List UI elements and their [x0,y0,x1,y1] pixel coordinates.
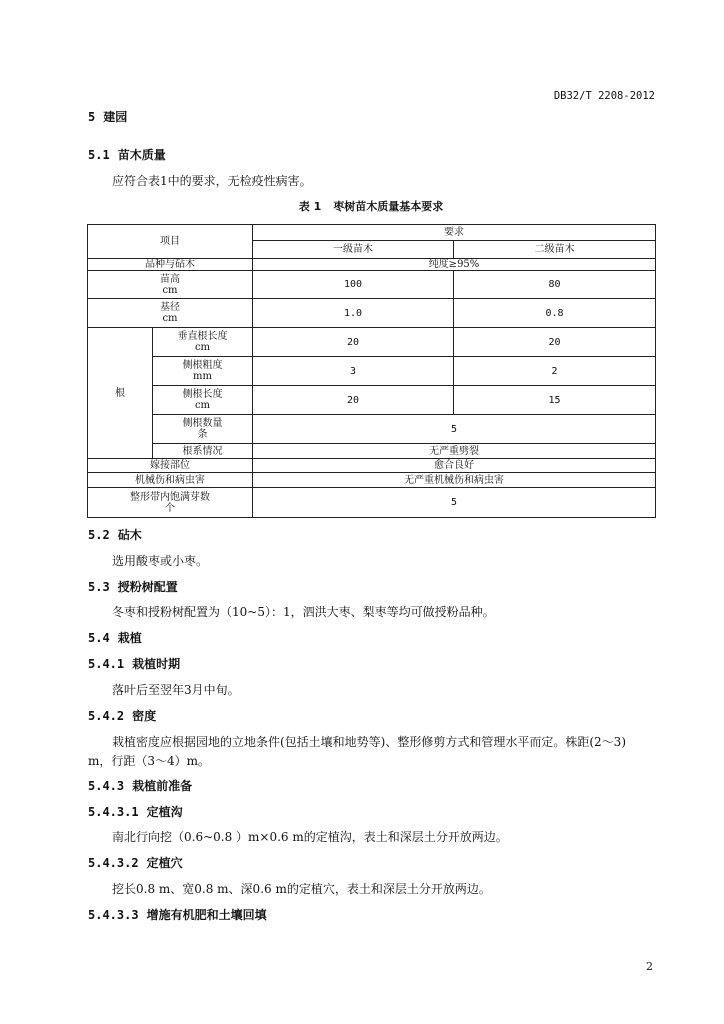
row-label: 垂直根长度 [177,331,228,342]
row-value: 纯度≥95% [253,259,656,271]
section-title: 砧木 [117,528,142,542]
header-requirement-cell: 要求 [253,225,656,241]
table-caption-title: 枣树苗木质量基本要求 [333,200,444,213]
section-text-5-4-2-line2: m，行距（3～4）m。 [88,754,211,768]
section-heading-5-4-3-1 [88,804,183,820]
row-label-cell [88,488,253,518]
section-heading-5-4 [88,630,142,646]
section-title: 密度 [132,709,157,723]
table-row [88,328,656,357]
grade2-value: 0.8 [454,299,656,328]
row-label: 整形带内饱满芽数 [130,491,210,503]
table-row [88,386,656,415]
header-grade1-cell: 一级苗木 [253,241,454,259]
grade1-value: 3 [253,357,454,386]
section-text-5-1: 应符合表1中的要求，无检疫性病害。 [112,174,312,188]
grade1-value: 20 [253,386,454,415]
table-row [88,299,656,328]
table-row [88,357,656,386]
section-number: 5.4.3.3 [88,908,139,922]
section-number: 5.4.2 [88,709,125,723]
row-value: 5 [253,415,656,444]
section-heading-5-4-2 [88,708,156,724]
section-number: 5.4.1 [88,657,125,671]
row-label-cell [153,357,253,386]
row-unit: cm [162,313,178,324]
table-row [88,459,656,473]
section-heading-5-4-3-2 [88,855,183,871]
grade1-value: 20 [253,328,454,357]
table-caption-number: 表 1 [298,200,322,213]
table-row [88,271,656,299]
row-label: 基径 [160,302,180,313]
row-unit: cm [162,284,178,296]
table-row [88,259,656,271]
row-unit: 条 [197,429,208,440]
row-value: 无严重机械伤和病虫害 [253,473,656,488]
row-label: 根系情况 [153,444,253,459]
section-title: 定植穴 [146,856,183,870]
row-label: 苗高 [160,273,180,285]
section-number: 5.3 [88,580,110,594]
grade2-value: 15 [454,386,656,415]
row-label: 侧根粗度 [182,360,223,371]
section-number: 5.4 [88,631,110,645]
section-heading-5-3 [88,579,178,595]
row-unit: cm [194,342,211,353]
section-heading-5-4-3-3 [88,907,267,923]
grade1-value: 100 [253,271,454,299]
row-unit: 个 [165,502,175,514]
row-value: 5 [253,488,656,518]
row-label: 侧根数量 [182,418,223,429]
section-heading-5-4-1 [88,656,180,672]
section-number: 5.4.3.2 [88,856,139,870]
section-heading-5 [88,109,127,125]
row-value: 愈合良好 [253,459,656,473]
table-row [88,444,656,459]
row-label-cell [153,386,253,415]
document-code: DB32/T 2208-2012 [553,90,655,102]
section-text-5-2: 选用酸枣或小枣。 [112,554,209,568]
table-caption [87,199,655,215]
grade1-value: 1.0 [253,299,454,328]
section-text-5-3: 冬枣和授粉树配置为（10~5）：1，泗洪大枣、梨枣等均可做授粉品种。 [112,605,495,619]
page-number: 2 [646,960,653,973]
row-unit: mm [193,371,212,382]
row-label: 机械伤和病虫害 [88,473,253,488]
section-title: 苗木质量 [117,148,166,162]
section-heading-5-2 [88,527,142,543]
table-row [88,488,656,518]
row-label: 嫁接部位 [88,459,253,473]
table-header-row [88,225,656,241]
root-group-label: 根 [88,328,153,459]
row-label: 侧根长度 [182,389,223,400]
section-title: 建园 [103,110,128,124]
grade2-value: 20 [454,328,656,357]
section-title: 定植沟 [146,805,183,819]
row-label-cell [153,328,253,357]
row-label-cell [88,271,253,299]
section-title: 增施有机肥和土壤回填 [146,908,267,922]
section-title: 栽植 [117,631,142,645]
grade2-value: 80 [454,271,656,299]
section-number: 5 [88,110,96,124]
section-title: 栽植时期 [132,657,181,671]
section-text-5-4-3-1: 南北行向挖（0.6~0.8 ）m×0.6 m的定植沟，表土和深层土分开放两边。 [112,830,508,844]
section-number: 5.4.3 [88,779,125,793]
seedling-quality-table [87,224,656,518]
section-title: 栽植前准备 [132,779,193,793]
table-row [88,415,656,444]
header-item-cell: 项目 [88,225,253,259]
header-grade2-cell: 二级苗木 [454,241,656,259]
section-text-5-4-2-line1: 栽植密度应根据园地的立地条件(包括土壤和地势等)、整形修剪方式和管理水平而定。株距(2～3) [112,735,626,749]
section-text-5-4-1: 落叶后至翌年3月中旬。 [112,683,240,697]
section-heading-5-4-3 [88,778,192,794]
section-text-5-4-3-2: 挖长0.8 m、宽0.8 m、深0.6 m的定植穴，表土和深层土分开放两边。 [112,882,491,896]
row-label-cell [153,415,253,444]
section-number: 5.4.3.1 [88,805,139,819]
table-row [88,473,656,488]
section-title: 授粉树配置 [117,580,178,594]
row-label: 品种与砧木 [88,259,253,271]
grade2-value: 2 [454,357,656,386]
row-label-cell [88,299,253,328]
row-value: 无严重劈裂 [253,444,656,459]
section-number: 5.1 [88,148,110,162]
row-unit: cm [194,400,211,411]
section-number: 5.2 [88,528,110,542]
section-heading-5-1 [88,147,166,163]
